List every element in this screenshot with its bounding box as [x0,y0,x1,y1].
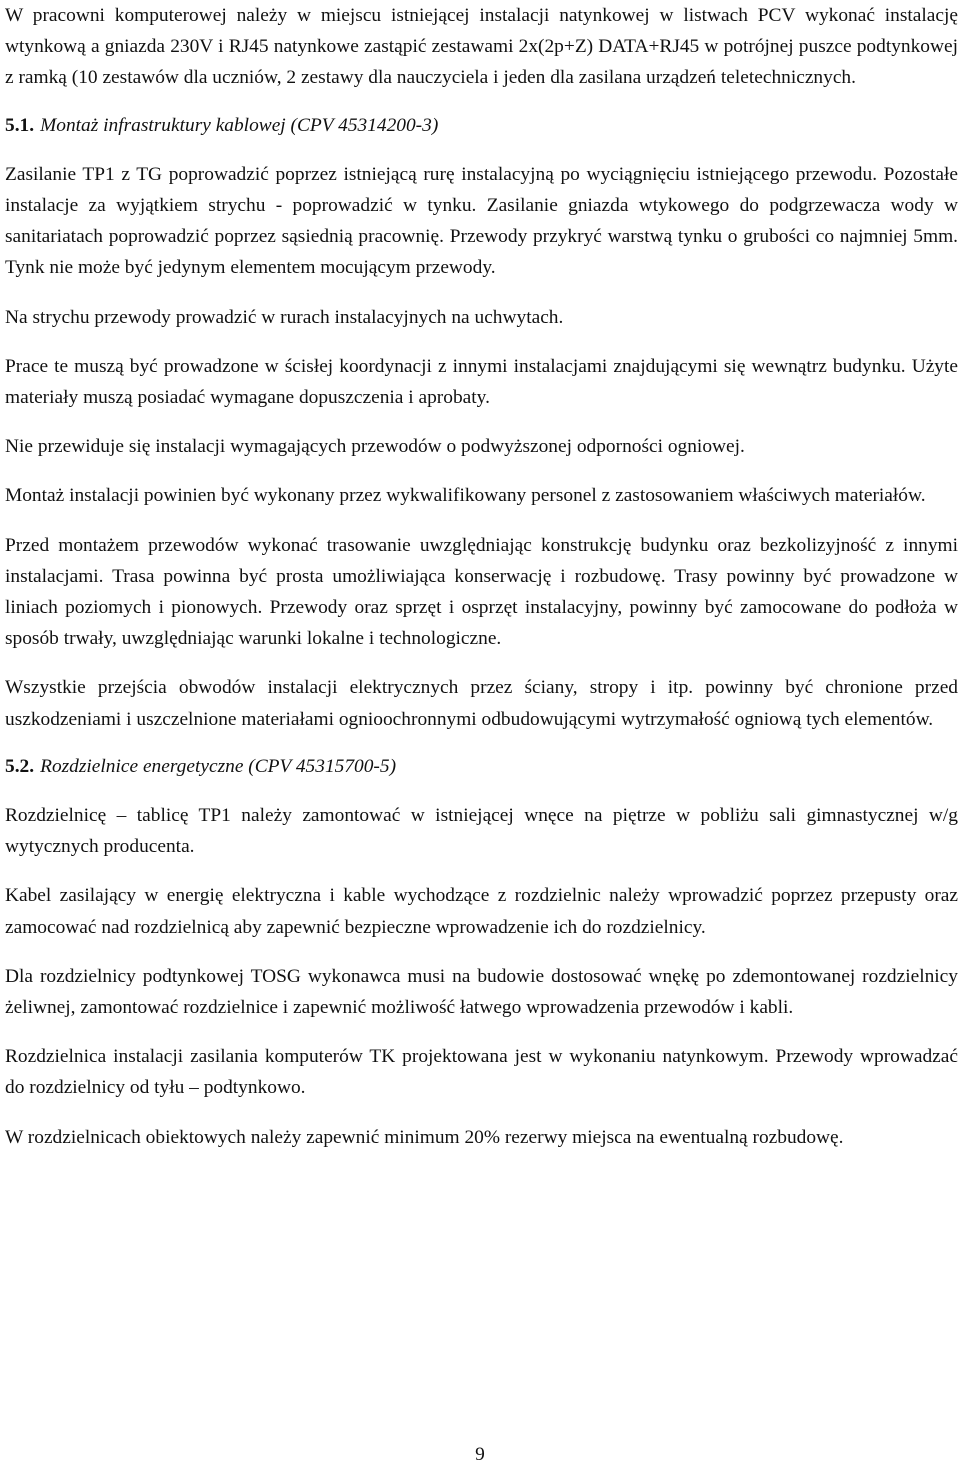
section-heading-5-1 [5,110,958,141]
section-title: Montaż infrastruktury kablowej (CPV 45314200-3) [40,114,439,136]
document-page [5,0,958,1153]
paragraph: Dla rozdzielnicy podtynkowej TOSG wykonawca musi na budowie dostosować wnękę po zdemontowanej rozdzielnicy żeliwnej, zamontować rozdzielnice i zapewnić możliwość łatwego wprowadzenia przewodów i kabli. [5,965,958,1019]
section-number: 5.1. [5,114,35,136]
section-heading-5-2 [5,751,958,782]
paragraph: Rozdzielnicę – tablicę TP1 należy zamontować w istniejącej wnęce na piętrze w pobliżu sali gimnastycznej w/g wytycznych producenta. [5,805,958,858]
paragraph: Kabel zasilający w energię elektryczna i kable wychodzące z rozdzielnic należy wprowadzić poprzez przepusty oraz zamocować nad rozdzielnicą aby zapewnić bezpieczne wprowadzenie ich do rozdzielnicy. [5,885,958,938]
paragraph: Wszystkie przejścia obwodów instalacji elektrycznych przez ściany, stropy i itp. powinny być chronione przed uszkodzeniami i uszczelnione materiałami ognioochronnymi odbudowującymi wytrzymałość ogniową tych elementów. [5,677,958,730]
paragraph: Montaż instalacji powinien być wykonany przez wykwalifikowany personel z zastosowaniem właściwych materiałów. [5,485,926,507]
paragraph: Na strychu przewody prowadzić w rurach instalacyjnych na uchwytach. [5,306,564,328]
paragraph: Prace te muszą być prowadzone w ścisłej koordynacji z innymi instalacjami znajdującymi się wewnątrz budynku. Użyte materiały muszą posiadać wymagane dopuszczenia i aprobaty. [5,355,958,409]
paragraph: Zasilanie TP1 z TG poprowadzić poprzez istniejącą rurę instalacyjną po wyciągnięciu istniejącego przewodu. Pozostałe instalacje za wyjątkiem strychu - poprowadzić w tynku. Zasilanie gniazda wtykowego do podgrzewacza wody w sanitariatach poprowadzić poprzez sąsiednią pracownię. Przewody przykryć warstwą tynku o grubości co najmniej 5mm. Tynk nie może być jedynym elementem mocującym przewody. [5,163,958,279]
intro-paragraph: W pracowni komputerowej należy w miejscu istniejącej instalacji natynkowej w listwach PCV wykonać instalację wtynkową a gniazda 230V i RJ45 natynkowe zastąpić zestawami 2x(2p+Z) DATA+RJ45 w potrójnej puszce podtynkowej z ramką (10 zestawów dla uczniów, 2 zestawy dla nauczyciela i jeden dla zasilana urządzeń teletechnicznych. [5,5,958,89]
paragraph: Rozdzielnica instalacji zasilania komputerów TK projektowana jest w wykonaniu natynkowym. Przewody wprowadzać do rozdzielnicy od tyłu – podtynkowo. [5,1046,958,1099]
paragraph: Przed montażem przewodów wykonać trasowanie uwzględniając konstrukcję budynku oraz bezkolizyjność z innymi instalacjami. Trasa powinna być prosta umożliwiająca konserwację i rozbudowę. Trasy powinny być prowadzone w liniach poziomych i pionowych. Przewody oraz sprzęt i osprzęt instalacyjny, powinny być zamocowane do podłoża w sposób trwały, uwzględniając warunki lokalne i technologiczne. [5,534,958,650]
page-number: 9 [475,1444,485,1465]
section-title: Rozdzielnice energetyczne (CPV 45315700-5) [40,755,397,777]
paragraph: W rozdzielnicach obiektowych należy zapewnić minimum 20% rezerwy miejsca na ewentualną rozbudowę. [5,1126,844,1148]
paragraph: Nie przewiduje się instalacji wymagających przewodów o podwyższonej odporności ogniowej. [5,436,745,458]
section-number: 5.2. [5,755,35,777]
